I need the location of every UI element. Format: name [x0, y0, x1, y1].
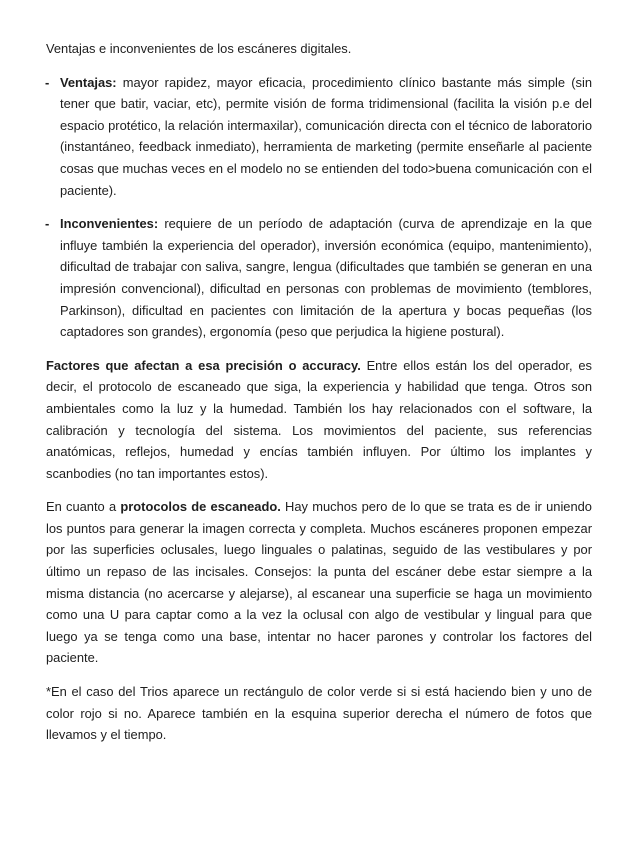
term-factores: Factores que afectan a esa precisión o accuracy.	[46, 357, 361, 373]
inconvenientes-text: requiere de un período de adaptación (curva de aprendizaje en la que influye también la experiencia del operador), inversión económica (equipo, mantenimiento), dificultad de trabajar con saliva, sangre, lengua (dificultades que también se generan en una impresión convencional), dificultad en personas con problemas de movimiento (temblores, Parkinson), dificultad en pacientes con limitación de la apertura y bocas pequeñas (los captadores son grandes), ergonomía (peso que perjudica la higiene postural).	[60, 216, 592, 340]
factores-text: Entre ellos están los del operador, es decir, el protocolo de escaneado que siga, la experiencia y habilidad que tenga. Otros son ambientales como la luz y la humedad. También los hay relacionados con el software, la calibración y tecnología del sistema. Los movimientos del paciente, sus referencias anatómicas, reflejos, humedad y encías también influyen. Por último los implantes y scanbodies (no tan importantes estos).	[46, 357, 592, 481]
bullet-dash: -	[45, 74, 50, 90]
protocolos-prefix: En cuanto a	[46, 499, 121, 515]
pros-cons-list	[46, 72, 592, 343]
bullet-dash: -	[45, 216, 50, 232]
term-inconvenientes: Inconvenientes:	[60, 216, 159, 232]
protocolos-paragraph	[46, 496, 592, 669]
document-page	[46, 38, 592, 758]
nota-paragraph: *En el caso del Trios aparece un rectángulo de color verde si si está haciendo bien y uno de color rojo si no. Aparece también en la esquina superior derecha el número de fotos que llevamos y el tiempo.	[46, 684, 592, 743]
term-ventajas: Ventajas:	[60, 74, 117, 90]
list-item-ventajas	[46, 72, 592, 202]
protocolos-text: Hay muchos pero de lo que se trata es de ir uniendo los puntos para generar la imagen correcta y completa. Muchos escáneres proponen empezar por las superficies oclusales, luego linguales o palatinas, seguido de las vestibulares y por último un repaso de las incisales. Consejos: la punta del escáner debe estar siempre a la misma distancia (no acercarse y alejarse), al escanear una superficie se haga un movimiento como una U para captar como a la vez la oclusal con algo de vestibular y lingual para que luego ya se tenga como una base, intentar no hacer parones y controlar los factores del paciente.	[46, 499, 592, 666]
ventajas-text: mayor rapidez, mayor eficacia, procedimiento clínico bastante más simple (sin tener que batir, vaciar, etc), permite visión de forma tridimensional (facilita la visión p.e del espacio protético, la relación intermaxilar), comunicación directa con el técnico de laboratorio (instantáneo, feedback inmediato), herramienta de marketing (permite enseñarle al paciente cosas que muchas veces en el modelo no se entienden del todo>buena comunicación con el paciente).	[60, 74, 592, 198]
factores-paragraph	[46, 355, 592, 485]
list-item-inconvenientes	[46, 213, 592, 343]
intro-heading: Ventajas e inconvenientes de los escáneres digitales.	[46, 41, 352, 56]
term-protocolos: protocolos de escaneado.	[120, 499, 281, 515]
